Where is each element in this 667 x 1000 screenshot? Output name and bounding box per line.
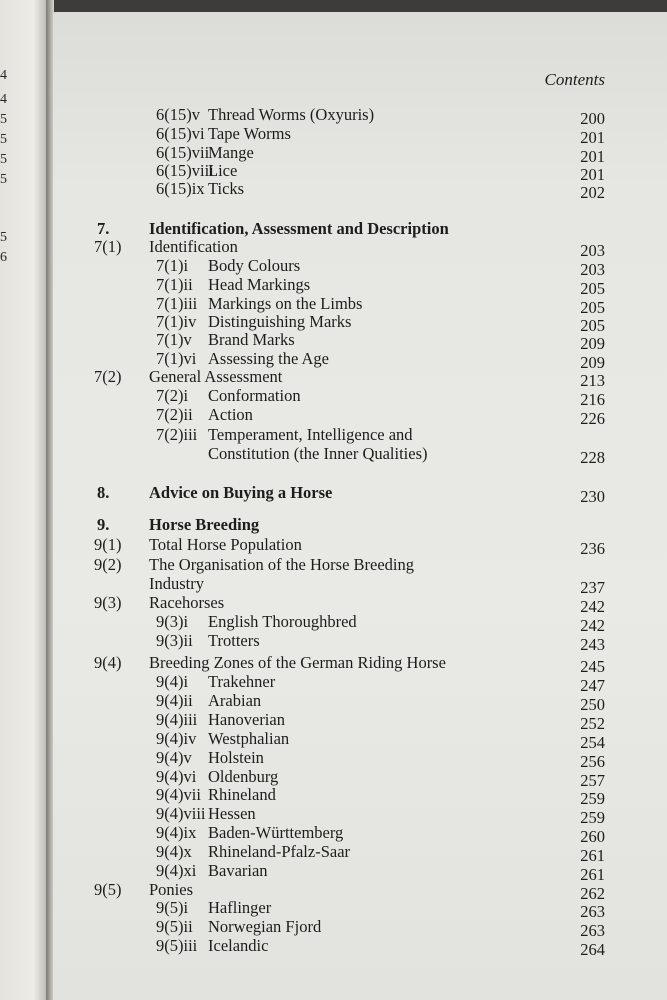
entry-title: Breeding Zones of the German Riding Horse	[149, 653, 446, 672]
entry-title: Hanoverian	[208, 710, 285, 729]
entry-number: 6(15)ix	[156, 179, 205, 198]
entry-title: Brand Marks	[208, 330, 295, 349]
entry-number: 9(4)viii	[156, 804, 206, 823]
entry-title: Westphalian	[208, 729, 290, 748]
page-number: 201	[580, 128, 605, 147]
left-page-digit: 5	[0, 172, 7, 187]
entry-number: 9(4)ii	[156, 691, 193, 710]
entry-title: Identification, Assessment and Description	[149, 219, 449, 238]
entry-title: Icelandic	[208, 936, 269, 955]
entry-number: 7(2)	[94, 367, 122, 386]
entry-number: 9(5)	[94, 880, 122, 899]
entry-number: 9(3)i	[156, 612, 189, 631]
page-number: 261	[580, 846, 605, 865]
entry-number: 9(1)	[94, 535, 122, 554]
page-number: 213	[580, 371, 605, 390]
entry-number: 9(5)iii	[156, 936, 198, 955]
page-number: 261	[580, 865, 605, 884]
page-number: 247	[580, 676, 605, 695]
left-page-digit: 5	[0, 112, 7, 127]
entry-number: 8.	[97, 483, 110, 502]
entry-title: Racehorses	[149, 593, 225, 612]
contents-page	[53, 12, 667, 1000]
left-page-digit: 5	[0, 230, 7, 245]
entry-number: 9(3)ii	[156, 631, 193, 650]
entry-title: Conformation	[208, 386, 301, 405]
entry-number: 7(2)ii	[156, 405, 193, 424]
entry-title: Bavarian	[208, 861, 268, 880]
entry-number: 9(4)iv	[156, 729, 197, 748]
entry-title: Arabian	[208, 691, 262, 710]
entry-number: 9(4)	[94, 653, 122, 672]
running-header: Contents	[544, 70, 605, 89]
entry-title: General Assessment	[149, 367, 283, 386]
page-number: 201	[580, 147, 605, 166]
entry-title: The Organisation of the Horse Breeding	[149, 555, 414, 574]
entry-title: Ponies	[149, 880, 194, 899]
page-number: 252	[580, 714, 605, 733]
entry-number: 9(4)vii	[156, 785, 201, 804]
page-number: 237	[580, 578, 605, 597]
entry-number: 7.	[97, 219, 110, 238]
entry-number: 9(4)vi	[156, 767, 197, 786]
entry-title: Thread Worms (Oxyuris)	[208, 105, 375, 124]
entry-title: English Thoroughbred	[208, 612, 357, 631]
entry-title: Total Horse Population	[149, 535, 302, 554]
page-number: 205	[580, 298, 605, 317]
entry-title: Rhineland-Pfalz-Saar	[208, 842, 351, 861]
entry-title: Advice on Buying a Horse	[149, 483, 333, 502]
entry-title: Oldenburg	[208, 767, 279, 786]
left-page-digit: 4	[0, 92, 7, 107]
entry-title: Head Markings	[208, 275, 311, 294]
page-number: 257	[580, 771, 605, 790]
entry-number: 9(4)xi	[156, 861, 197, 880]
entry-title: Tape Worms	[208, 124, 291, 143]
entry-title: Holstein	[208, 748, 264, 767]
entry-number: 9(5)ii	[156, 917, 193, 936]
entry-number: 7(1)vi	[156, 349, 197, 368]
page-number: 230	[580, 487, 605, 506]
entry-title: Mange	[208, 143, 254, 162]
page-number: 200	[580, 109, 605, 128]
page-number: 259	[580, 789, 605, 808]
entry-number: 7(1)ii	[156, 275, 193, 294]
entry-number: 9(3)	[94, 593, 122, 612]
entry-number: 9(4)ix	[156, 823, 197, 842]
entry-title: Identification	[149, 237, 238, 256]
entry-title: Norwegian Fjord	[208, 917, 322, 936]
page-number: 203	[580, 260, 605, 279]
entry-number: 9(4)v	[156, 748, 192, 767]
entry-number: 9(4)i	[156, 672, 189, 691]
entry-number: 7(1)v	[156, 330, 192, 349]
page-number: 205	[580, 316, 605, 335]
entry-title: Temperament, Intelligence and	[208, 425, 413, 444]
entry-title: Industry	[149, 574, 204, 593]
entry-number: 9.	[97, 515, 110, 534]
entry-number: 6(15)viii	[156, 161, 214, 180]
entry-number: 7(1)iii	[156, 294, 198, 313]
entry-number: 7(1)iv	[156, 312, 197, 331]
entry-title: Ticks	[208, 179, 245, 198]
page-number: 209	[580, 334, 605, 353]
entry-number: 7(2)iii	[156, 425, 198, 444]
page-number: 245	[580, 657, 605, 676]
entry-number: 7(1)i	[156, 256, 189, 275]
page-number: 263	[580, 902, 605, 921]
entry-title: Lice	[208, 161, 238, 180]
page-number: 202	[580, 183, 605, 202]
entry-title: Trotters	[208, 631, 260, 650]
left-page-edge	[0, 0, 48, 1000]
page-number: 264	[580, 940, 605, 959]
page-number: 228	[580, 448, 605, 467]
entry-title: Body Colours	[208, 256, 301, 275]
page-number: 242	[580, 597, 605, 616]
entry-number: 6(15)v	[156, 105, 200, 124]
left-page-digit: 4	[0, 68, 7, 83]
entry-title: Trakehner	[208, 672, 276, 691]
entry-title: Constitution (the Inner Qualities)	[208, 444, 428, 463]
page-number: 236	[580, 539, 605, 558]
page-number: 254	[580, 733, 605, 752]
page-number: 243	[580, 635, 605, 654]
left-page-digit: 5	[0, 152, 7, 167]
entry-title: Horse Breeding	[149, 515, 260, 534]
page-number: 242	[580, 616, 605, 635]
entry-number: 9(2)	[94, 555, 122, 574]
left-page-digit: 6	[0, 250, 7, 265]
left-page-digit: 5	[0, 132, 7, 147]
entry-title: Hessen	[208, 804, 256, 823]
entry-title: Rhineland	[208, 785, 276, 804]
entry-number: 9(5)i	[156, 898, 189, 917]
page-number: 262	[580, 884, 605, 903]
entry-number: 6(15)vi	[156, 124, 205, 143]
page-number: 250	[580, 695, 605, 714]
page-number: 259	[580, 808, 605, 827]
page-number: 201	[580, 165, 605, 184]
entry-number: 6(15)vii	[156, 143, 210, 162]
page-number: 205	[580, 279, 605, 298]
background-edge	[0, 0, 667, 12]
entry-title: Distinguishing Marks	[208, 312, 352, 331]
page-number: 216	[580, 390, 605, 409]
entry-title: Baden-Württemberg	[208, 823, 344, 842]
entry-title: Haflinger	[208, 898, 272, 917]
entry-title: Assessing the Age	[208, 349, 329, 368]
entry-number: 9(4)iii	[156, 710, 198, 729]
page-number: 263	[580, 921, 605, 940]
page-number: 226	[580, 409, 605, 428]
entry-title: Action	[208, 405, 253, 424]
page-number: 260	[580, 827, 605, 846]
entry-title: Markings on the Limbs	[208, 294, 363, 313]
page-number: 209	[580, 353, 605, 372]
entry-number: 7(2)i	[156, 386, 189, 405]
page-number: 203	[580, 241, 605, 260]
entry-number: 7(1)	[94, 237, 122, 256]
entry-number: 9(4)x	[156, 842, 192, 861]
page-number: 256	[580, 752, 605, 771]
